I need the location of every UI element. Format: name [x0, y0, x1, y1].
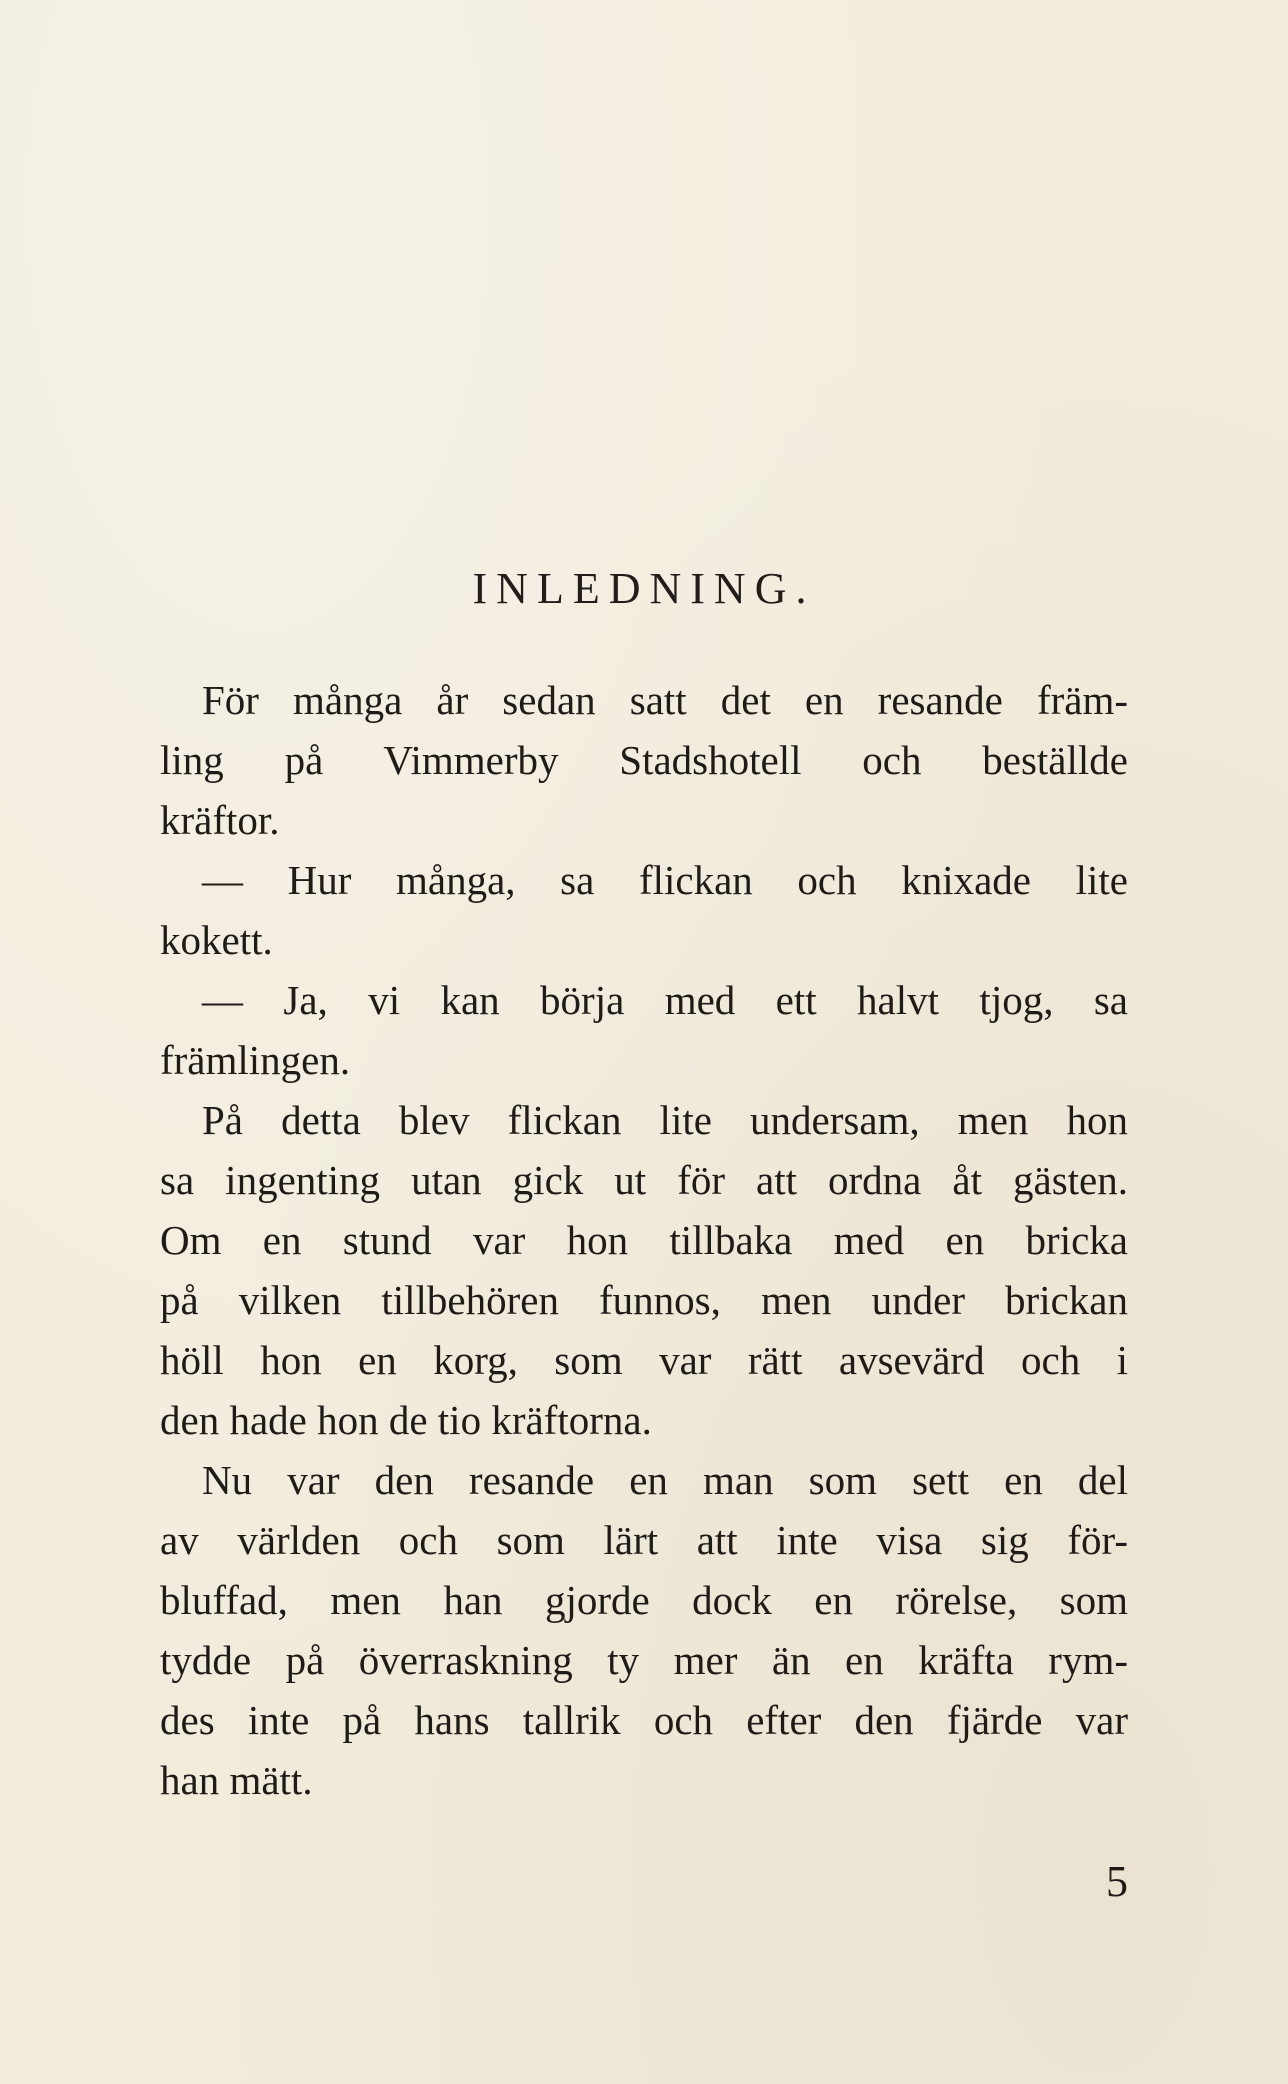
text-line: des inte på hans tallrik och efter den fjärde var	[160, 1697, 1128, 1743]
text-line: främlingen.	[160, 1037, 351, 1083]
chapter-heading: INLEDNING.	[472, 564, 816, 613]
text-line: på vilken tillbehören funnos, men under brickan	[160, 1277, 1128, 1323]
text-line: På detta blev flickan lite undersam, men hon	[202, 1097, 1128, 1143]
text-line: tydde på överraskning ty mer än en kräfta rym-	[160, 1637, 1128, 1683]
text-line: ling på Vimmerby Stadshotell och beställde	[160, 737, 1128, 783]
text-line: — Ja, vi kan börja med ett halvt tjog, sa	[202, 977, 1128, 1023]
text-line: den hade hon de tio kräftorna.	[160, 1397, 652, 1443]
text-line: kokett.	[160, 917, 273, 963]
text-line: Om en stund var hon tillbaka med en bricka	[160, 1217, 1128, 1263]
text-line: Nu var den resande en man som sett en del	[202, 1457, 1128, 1503]
text-line: kräftor.	[160, 797, 280, 843]
text-line: höll hon en korg, som var rätt avsevärd och i	[160, 1337, 1128, 1383]
text-line: bluffad, men han gjorde dock en rörelse, som	[160, 1577, 1128, 1623]
text-line: För många år sedan satt det en resande främ-	[202, 677, 1128, 723]
text-line: han mätt.	[160, 1757, 313, 1803]
text-line: — Hur många, sa flickan och knixade lite	[202, 857, 1128, 903]
text-line: sa ingenting utan gick ut för att ordna åt gästen.	[160, 1157, 1128, 1203]
text-line: av världen och som lärt att inte visa sig för-	[160, 1517, 1128, 1563]
body-text	[160, 670, 1128, 1810]
page-number: 5	[1106, 1857, 1128, 1906]
